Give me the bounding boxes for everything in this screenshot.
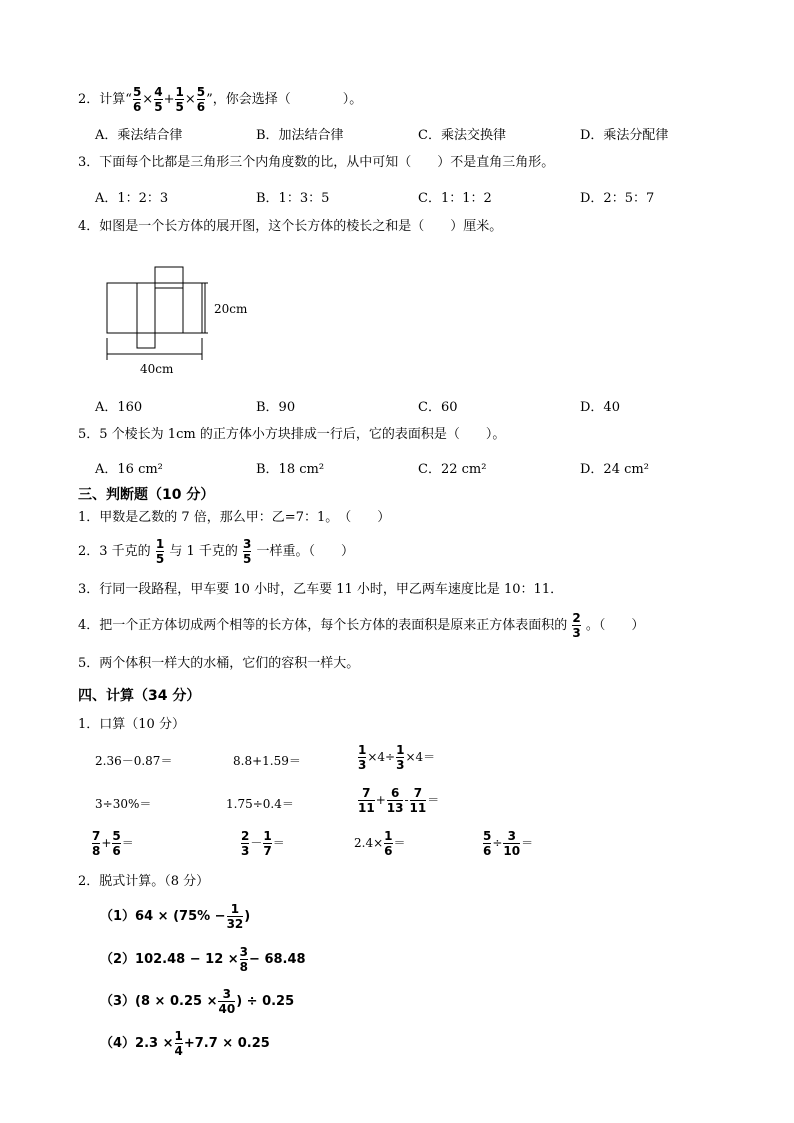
question-4: 4．如图是一个长方体的展开图，这个长方体的棱长之和是（ ）厘米。 [78,219,503,234]
oral-item: $\frac{7}{11}$ + $\frac{6}{13}$ - $\frac{7}{11}$ ＝ [358,786,440,815]
cuboid-net-diagram [100,262,260,380]
question-2: 2．计算“ $\frac{5}{6}$ × $\frac{4}{5}$ + $\frac{1}{5}$ × $\frac{5}{6}$ ”，你会选择（ ）。 [78,85,363,114]
q5-option-c: C．22 cm² [418,462,487,477]
fraction: $\frac{1}{5}$ [155,537,165,566]
q4-option-d: D．40 [580,400,620,415]
oral-item: $\frac{7}{8}$ + $\frac{5}{6}$ ＝ [92,829,134,858]
height-label: 20cm [214,302,248,316]
fraction: $\frac{4}{5}$ [154,85,163,114]
section-4-title: 四、计算（34 分） [78,688,201,704]
oral-item: 3÷30%＝ [95,797,152,811]
question-3: 3．下面每个比都是三角形三个内角度数的比，从中可知（ ）不是直角三角形。 [78,155,555,170]
oral-item: 2.36－0.87＝ [95,754,173,768]
problem-2: （2）102.48 − 12 × $\frac{3}{8}$ − 68.48 [100,945,306,974]
sub-2-title: 2．脱式计算。（8 分） [78,874,210,889]
q4-option-b: B．90 [256,400,296,415]
oral-item: $\frac{2}{3}$ － $\frac{1}{7}$ ＝ [241,829,285,858]
q2-suffix: ”，你会选择（ ）。 [206,92,363,107]
q3-option-c: C．1：1：2 [418,191,492,206]
q4-option-c: C．60 [418,400,458,415]
fraction: $\frac{1}{5}$ [175,85,184,114]
judge-item-3: 3．行同一段路程，甲车要 10 小时，乙车要 11 小时，甲乙两车速度比是 10：11． [78,582,564,597]
sub-1-title: 1．口算（10 分） [78,717,185,732]
q3-option-a: A．1：2：3 [95,191,169,206]
q3-option-d: D．2：5：7 [580,191,655,206]
q5-option-d: D．24 cm² [580,462,649,477]
fraction: $\frac{5}{6}$ [132,85,142,114]
oral-item: 8.8+1.59＝ [233,754,301,768]
fraction: $\frac{5}{6}$ [196,85,206,114]
problem-3: （3）(8 × 0.25 × $\frac{3}{40}$ ) ÷ 0.25 [100,987,295,1016]
q2-option-d: D．乘法分配律 [580,128,669,143]
question-5: 5．5 个棱长为 1cm 的正方体小方块排成一行后，它的表面积是（ ）。 [78,427,506,442]
q2-prefix: 2． [78,92,100,107]
judge-item-4: 4．把一个正方体切成两个相等的长方体，每个长方体的表面积是原来正方体表面积的 $\frac{2}{3}$ 。（ ） [78,611,645,640]
oral-item: $\frac{5}{6}$ ÷ $\frac{3}{10}$ ＝ [483,829,534,858]
oral-item: $\frac{1}{3}$ ×4÷ $\frac{1}{3}$ ×4＝ [358,743,436,772]
judge-item-1: 1．甲数是乙数的 7 倍，那么甲：乙=7：1。 （ ） [78,510,391,525]
q2-option-a: A．乘法结合律 [95,128,183,143]
problem-4: （4）2.3 × $\frac{1}{4}$ +7.7 × 0.25 [100,1029,270,1058]
problem-1: （1）64 × (75% − $\frac{1}{32}$ ) [100,902,251,931]
width-label: 40cm [140,362,174,376]
oral-item: 2.4× $\frac{1}{6}$ ＝ [354,829,406,858]
q2-option-c: C．乘法交换律 [418,128,506,143]
q2-option-b: B．加法结合律 [256,128,344,143]
q5-option-a: A．16 cm² [95,462,163,477]
judge-item-2: 2．3 千克的 $\frac{1}{5}$ 与 1 千克的 $\frac{3}{5}$ 一样重。（ ） [78,537,355,566]
fraction: $\frac{3}{5}$ [243,537,252,566]
q4-option-a: A．160 [95,400,143,415]
judge-item-5: 5．两个体积一样大的水桶，它们的容积一样大。 [78,656,360,671]
section-3-title: 三、判断题（10 分） [78,487,215,503]
fraction: $\frac{2}{3}$ [572,611,581,640]
q3-option-b: B．1：3：5 [256,191,330,206]
oral-item: 1.75÷0.4＝ [226,797,294,811]
q5-option-b: B．18 cm² [256,462,325,477]
